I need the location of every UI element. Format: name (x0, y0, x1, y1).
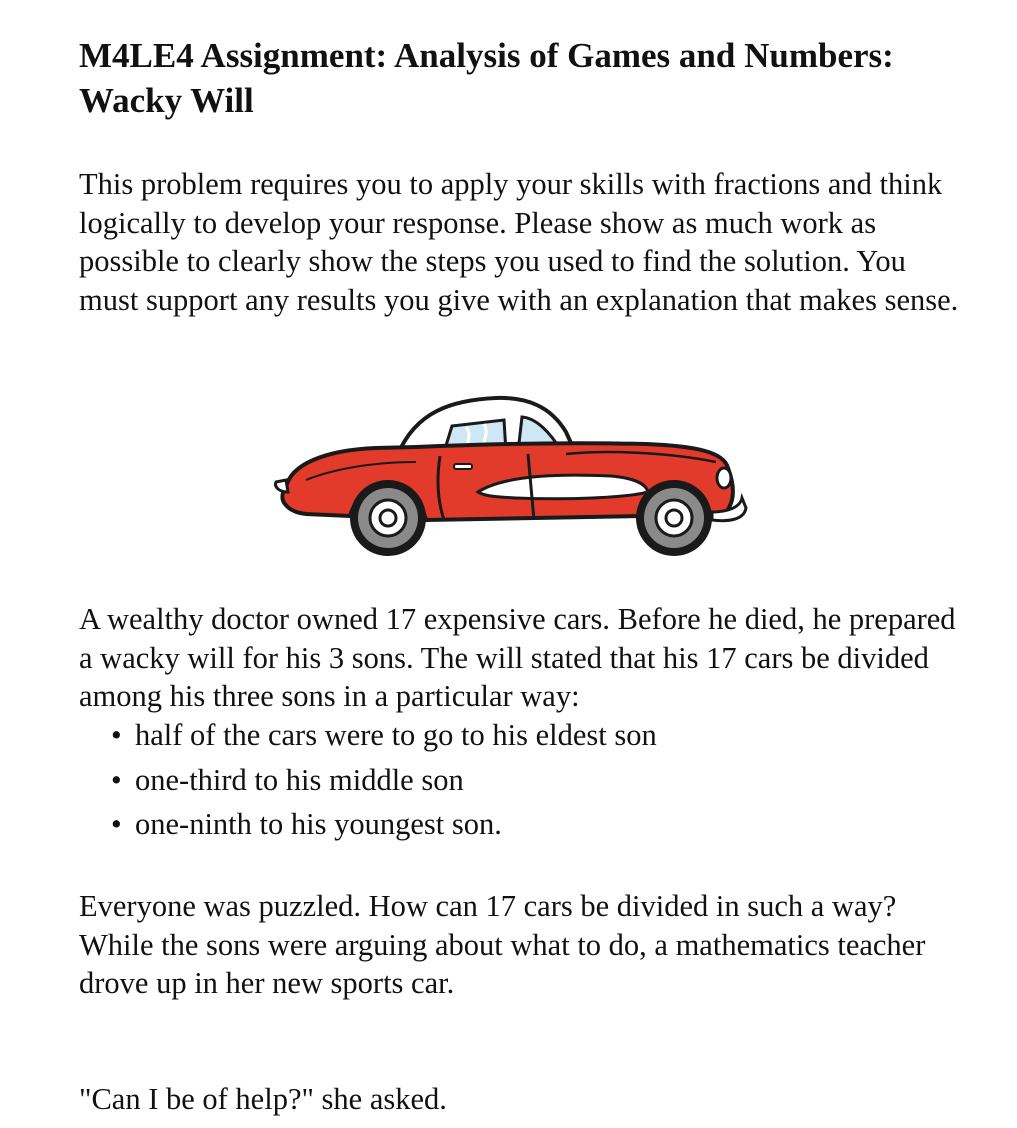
intro-paragraph: This problem requires you to apply your skills with fractions and think logically to develop your response. Please show as much work as possible to clearly show the steps you used to find the solution. You must support any results you give with an explanation that makes sense. (79, 167, 959, 317)
teacher-quote: "Can I be of help?" she asked. (79, 1082, 447, 1116)
will-division-list (111, 716, 657, 850)
list-item: • one-third to his middle son (111, 761, 657, 806)
page-title: M4LE4 Assignment: Analysis of Games and Numbers: Wacky Will (79, 36, 894, 120)
story-paragraph: A wealthy doctor owned 17 expensive cars. Before he died, he prepared a wacky will for his 3 sons. The will stated that his 17 cars be divided among his three sons in a particular way: (79, 602, 956, 714)
teacher-arrival: While the sons were arguing about what to do, a mathematics teacher drove up in her new sports car. (79, 927, 926, 1001)
puzzle-section (79, 887, 959, 1003)
red-sports-car-icon (266, 392, 751, 562)
puzzle-question: Everyone was puzzled. How can 17 cars be divided in such a way? (79, 889, 897, 923)
list-item: • half of the cars were to go to his eldest son (111, 716, 657, 761)
list-item: • one-ninth to his youngest son. (111, 805, 657, 850)
